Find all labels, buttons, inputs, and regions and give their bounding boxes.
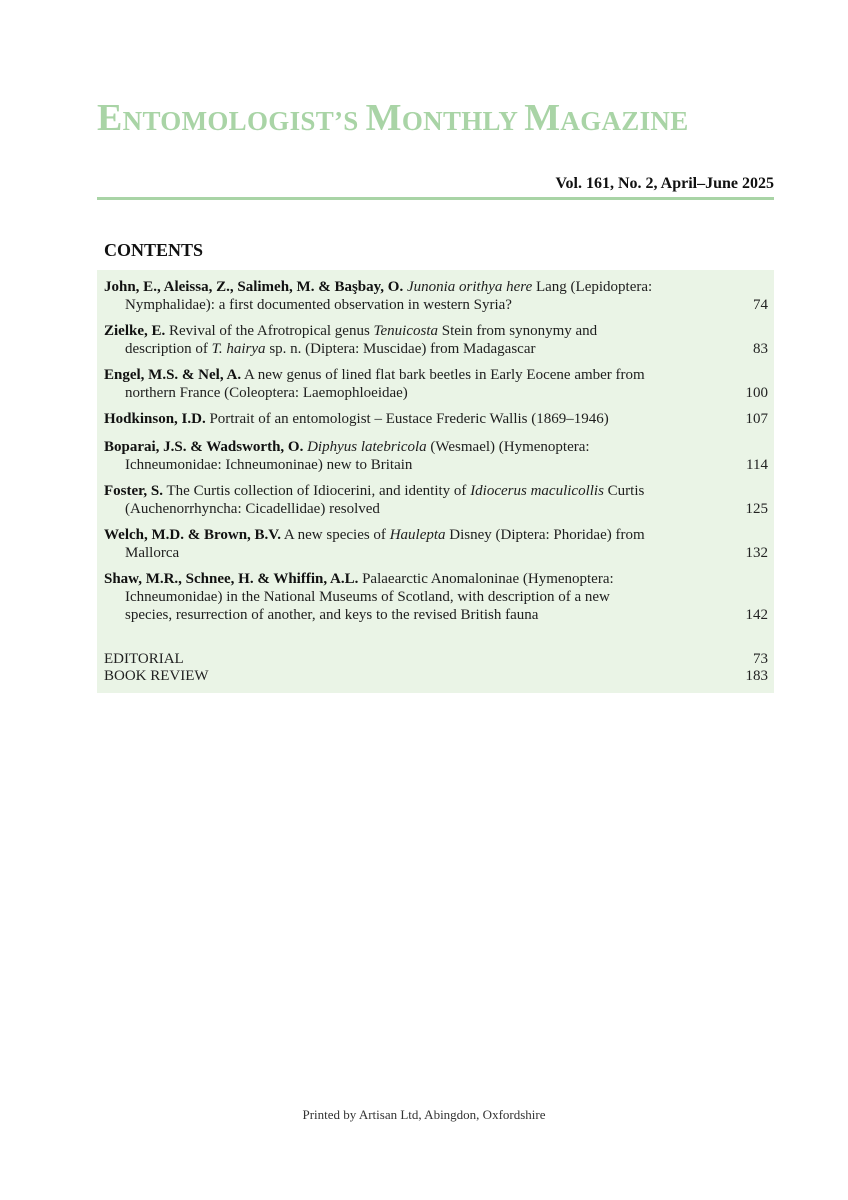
entry-taxon: Idiocerus maculicollis xyxy=(470,483,604,499)
entry-authors: Shaw, M.R., Schnee, H. & Whiffin, A.L. xyxy=(104,571,359,587)
entry-page: 107 xyxy=(745,411,768,427)
misc-label: BOOK REVIEW xyxy=(104,668,209,684)
header-rule xyxy=(97,197,774,200)
entry-taxon: Junonia orithya here xyxy=(406,279,533,295)
misc-label: EDITORIAL xyxy=(104,651,184,667)
entry-page: 132 xyxy=(745,545,768,561)
entry-page: 74 xyxy=(753,297,768,313)
entry-taxon: T. hairya xyxy=(211,341,266,357)
contents-misc-book-review[interactable] xyxy=(104,668,768,685)
contents-entry[interactable]: Shaw, M.R., Schnee, H. & Whiffin, A.L. Palaearctic Anomaloninae (Hymenoptera: Ichneumonidae) in the National Museums of Scotland, with description of a new species, resurrection of another, and keys to the revised British fauna 142 xyxy=(104,571,768,623)
entry-page: 125 xyxy=(745,501,768,517)
journal-title: ENTOMOLOGIST’S MONTHLY MAGAZINE xyxy=(97,97,689,139)
contents-entry[interactable]: Welch, M.D. & Brown, B.V. A new species of Haulepta Disney (Diptera: Phoridae) from Mallorca 132 xyxy=(104,527,768,561)
contents-entry[interactable]: Engel, M.S. & Nel, A. A new genus of lined flat bark beetles in Early Eocene amber from northern France (Coleoptera: Laemophloeidae) 100 xyxy=(104,367,768,401)
misc-page: 183 xyxy=(745,668,768,684)
entry-authors: John, E., Aleissa, Z., Salimeh, M. & Başbay, O. xyxy=(104,279,404,295)
contents-entry[interactable]: Boparai, J.S. & Wadsworth, O. Diphyus latebricola (Wesmael) (Hymenoptera: Ichneumonidae: Ichneumoninae) new to Britain 114 xyxy=(104,439,768,473)
entry-authors: Engel, M.S. & Nel, A. xyxy=(104,367,242,383)
contents-list xyxy=(97,270,774,693)
entry-authors: Hodkinson, I.D. xyxy=(104,411,206,427)
volume-info: Vol. 161, No. 2, April–June 2025 xyxy=(555,175,774,192)
entry-authors: Boparai, J.S. & Wadsworth, O. xyxy=(104,439,304,455)
entry-page: 142 xyxy=(745,607,768,623)
contents-entry[interactable]: Foster, S. The Curtis collection of Idiocerini, and identity of Idiocerus maculicollis Curtis (Auchenorrhyncha: Cicadellidae) resolved 125 xyxy=(104,483,768,517)
entry-authors: Foster, S. xyxy=(104,483,164,499)
contents-entry[interactable]: John, E., Aleissa, Z., Salimeh, M. & Başbay, O. Junonia orithya here Lang (Lepidoptera: Nymphalidae): a first documented observation in western Syria? 74 xyxy=(104,279,768,313)
contents-entry[interactable]: Zielke, E. Revival of the Afrotropical genus Tenuicosta Stein from synonymy and description of T. hairya sp. n. (Diptera: Muscidae) from Madagascar 83 xyxy=(104,323,768,357)
contents-misc-editorial[interactable] xyxy=(104,651,768,668)
entry-taxon: Tenuicosta xyxy=(373,323,438,339)
entry-page: 100 xyxy=(745,385,768,401)
printer-footer: Printed by Artisan Ltd, Abingdon, Oxfordshire xyxy=(302,1107,546,1122)
entry-page: 114 xyxy=(746,457,768,473)
entry-authors: Zielke, E. xyxy=(104,323,166,339)
entry-taxon: Haulepta xyxy=(389,527,446,543)
misc-page: 73 xyxy=(753,651,768,667)
contents-entry[interactable]: Hodkinson, I.D. Portrait of an entomologist – Eustace Frederic Wallis (1869–1946) 107 xyxy=(104,411,768,427)
entry-page: 83 xyxy=(753,341,768,357)
contents-heading: CONTENTS xyxy=(104,240,204,260)
entry-authors: Welch, M.D. & Brown, B.V. xyxy=(104,527,281,543)
entry-taxon: Diphyus latebricola xyxy=(307,439,427,455)
